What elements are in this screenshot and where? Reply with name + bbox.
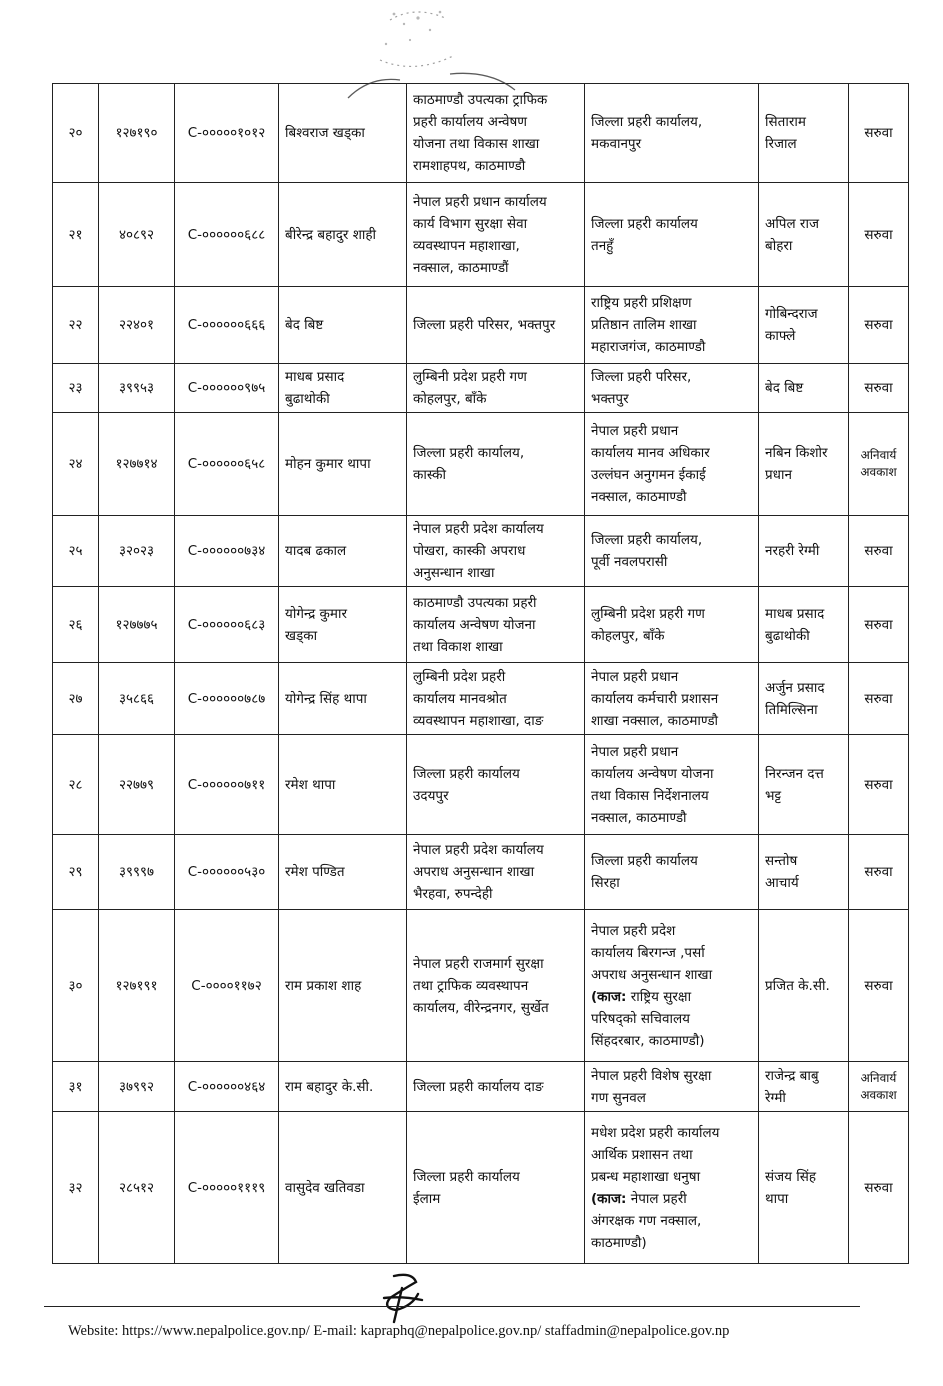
serial-number-cell: २३ <box>53 364 99 413</box>
replacement-cell: माधब प्रसाद बुढाथोकी <box>759 587 849 663</box>
seal-stamp-top <box>360 0 470 80</box>
employee-code-cell: C-००००००६६६ <box>175 287 279 364</box>
police-id-cell: १२७१९० <box>99 84 175 183</box>
current-office-cell: नेपाल प्रहरी राजमार्ग सुरक्षा तथा ट्राफिक व्यवस्थापन कार्यालय, वीरेन्द्रनगर, सुर्खेत <box>407 910 585 1062</box>
personnel-table <box>52 83 909 1264</box>
new-office-cell: नेपाल प्रहरी प्रधान कार्यालय अन्वेषण योजना तथा विकास निर्देशनालय नक्साल, काठमाण्डौ <box>585 735 759 835</box>
table-row <box>53 183 909 287</box>
replacement-cell: अपिल राज बोहरा <box>759 183 849 287</box>
replacement-cell: बेद बिष्ट <box>759 364 849 413</box>
police-id-cell: १२७१९१ <box>99 910 175 1062</box>
name-cell: बेद बिष्ट <box>279 287 407 364</box>
table-row <box>53 735 909 835</box>
table-row <box>53 516 909 587</box>
police-id-cell: ३९९५३ <box>99 364 175 413</box>
replacement-cell: सन्तोष आचार्य <box>759 835 849 910</box>
replacement-cell: संजय सिंह थापा <box>759 1112 849 1264</box>
serial-number-cell: २७ <box>53 663 99 735</box>
serial-number-cell: २६ <box>53 587 99 663</box>
new-office-cell: नेपाल प्रहरी विशेष सुरक्षा गण सुनवल <box>585 1062 759 1112</box>
name-cell: बीरेन्द्र बहादुर शाही <box>279 183 407 287</box>
action-cell: सरुवा <box>849 516 909 587</box>
footer-contact: Website: https://www.nepalpolice.gov.np/ E-mail: kapraphq@nepalpolice.gov.np/ staffadmin@nepalpolice.gov.np <box>68 1323 730 1339</box>
employee-code-cell: C-००००००६५८ <box>175 413 279 516</box>
current-office-cell: जिल्ला प्रहरी परिसर, भक्तपुर <box>407 287 585 364</box>
signature <box>372 1268 432 1328</box>
name-cell: वासुदेव खतिवडा <box>279 1112 407 1264</box>
action-cell: सरुवा <box>849 587 909 663</box>
police-id-cell: ३७९९२ <box>99 1062 175 1112</box>
name-cell: माधब प्रसाद बुढाथोकी <box>279 364 407 413</box>
police-id-cell: १२७७७५ <box>99 587 175 663</box>
current-office-cell: नेपाल प्रहरी प्रधान कार्यालय कार्य विभाग सुरक्षा सेवा व्यवस्थापन महाशाखा, नक्साल, काठमाण्डौं <box>407 183 585 287</box>
table-row <box>53 910 909 1062</box>
serial-number-cell: ३० <box>53 910 99 1062</box>
action-cell: सरुवा <box>849 910 909 1062</box>
serial-number-cell: ३२ <box>53 1112 99 1264</box>
current-office-cell: जिल्ला प्रहरी कार्यालय उदयपुर <box>407 735 585 835</box>
current-office-cell: जिल्ला प्रहरी कार्यालय ईलाम <box>407 1112 585 1264</box>
current-office-cell: लुम्बिनी प्रदेश प्रहरी कार्यालय मानवश्रोत व्यवस्थापन महाशाखा, दाङ <box>407 663 585 735</box>
replacement-cell: अर्जुन प्रसाद तिमिल्सिना <box>759 663 849 735</box>
office-seal <box>330 70 530 140</box>
table-row <box>53 1112 909 1264</box>
replacement-cell: गोबिन्दराज काफ्ले <box>759 287 849 364</box>
current-office-cell: नेपाल प्रहरी प्रदेश कार्यालय पोखरा, कास्की अपराध अनुसन्धान शाखा <box>407 516 585 587</box>
police-id-cell: २२७७९ <box>99 735 175 835</box>
new-office-cell: नेपाल प्रहरी प्रदेश कार्यालय बिरगन्ज ,पर्सा अपराध अनुसन्धान शाखा (काज: राष्ट्रिय सुरक्षा परिषद्को सचिवालय सिंहदरबार, काठमाण्डौ) <box>585 910 759 1062</box>
new-office-cell: लुम्बिनी प्रदेश प्रहरी गण कोहलपुर, बाँके <box>585 587 759 663</box>
new-office-cell: जिल्ला प्रहरी कार्यालय, मकवानपुर <box>585 84 759 183</box>
action-cell: सरुवा <box>849 287 909 364</box>
employee-code-cell: C-००००००४६४ <box>175 1062 279 1112</box>
table-row <box>53 1062 909 1112</box>
name-cell: राम बहादुर के.सी. <box>279 1062 407 1112</box>
serial-number-cell: २४ <box>53 413 99 516</box>
employee-code-cell: C-००००११७२ <box>175 910 279 1062</box>
replacement-cell: सिताराम रिजाल <box>759 84 849 183</box>
action-cell: सरुवा <box>849 663 909 735</box>
replacement-cell: प्रजित के.सी. <box>759 910 849 1062</box>
new-office-cell: जिल्ला प्रहरी कार्यालय तनहुँ <box>585 183 759 287</box>
employee-code-cell: C-००००००५३० <box>175 835 279 910</box>
new-office-cell: जिल्ला प्रहरी परिसर, भक्तपुर <box>585 364 759 413</box>
current-office-cell: लुम्बिनी प्रदेश प्रहरी गण कोहलपुर, बाँके <box>407 364 585 413</box>
police-id-cell: ४०८९२ <box>99 183 175 287</box>
employee-code-cell: C-००००००७११ <box>175 735 279 835</box>
new-office-cell: मधेश प्रदेश प्रहरी कार्यालय आर्थिक प्रशासन तथा प्रबन्ध महाशाखा धनुषा (काज: नेपाल प्रहरी अंगरक्षक गण नक्साल, काठमाण्डौ) <box>585 1112 759 1264</box>
current-office-cell: नेपाल प्रहरी प्रदेश कार्यालय अपराध अनुसन्धान शाखा भैरहवा, रुपन्देही <box>407 835 585 910</box>
employee-code-cell: C-०००००१०१२ <box>175 84 279 183</box>
new-office-cell: जिल्ला प्रहरी कार्यालय, पूर्वी नवलपरासी <box>585 516 759 587</box>
name-cell: यादब ढकाल <box>279 516 407 587</box>
police-id-cell: २८५१२ <box>99 1112 175 1264</box>
current-office-cell: जिल्ला प्रहरी कार्यालय दाङ <box>407 1062 585 1112</box>
employee-code-cell: C-००००००९७५ <box>175 364 279 413</box>
action-cell: सरुवा <box>849 1112 909 1264</box>
serial-number-cell: २० <box>53 84 99 183</box>
table-row <box>53 587 909 663</box>
employee-code-cell: C-००००००६८३ <box>175 587 279 663</box>
action-cell: सरुवा <box>849 364 909 413</box>
new-office-cell: राष्ट्रिय प्रहरी प्रशिक्षण प्रतिष्ठान तालिम शाखा महाराजगंज, काठमाण्डौ <box>585 287 759 364</box>
action-cell: अनिवार्य अवकाश <box>849 1062 909 1112</box>
replacement-cell: नबिन किशोर प्रधान <box>759 413 849 516</box>
serial-number-cell: २२ <box>53 287 99 364</box>
current-office-cell: काठमाण्डौ उपत्यका प्रहरी कार्यालय अन्वेषण योजना तथा विकाश शाखा <box>407 587 585 663</box>
current-office-cell: काठमाण्डौ उपत्यका ट्राफिक प्रहरी कार्यालय अन्वेषण योजना तथा विकास शाखा रामशाहपथ, काठमाण्डौ <box>407 84 585 183</box>
name-cell: योगेन्द्र कुमार खड्का <box>279 587 407 663</box>
police-id-cell: ३९९९७ <box>99 835 175 910</box>
replacement-cell: नरहरी रेग्मी <box>759 516 849 587</box>
footer-rule <box>44 1306 860 1307</box>
police-id-cell: ३२०२३ <box>99 516 175 587</box>
employee-code-cell: C-००००००७८७ <box>175 663 279 735</box>
serial-number-cell: २९ <box>53 835 99 910</box>
serial-number-cell: ३१ <box>53 1062 99 1112</box>
employee-code-cell: C-००००००६८८ <box>175 183 279 287</box>
name-cell: बिश्वराज खड्का <box>279 84 407 183</box>
police-id-cell: ३५८६६ <box>99 663 175 735</box>
name-cell: योगेन्द्र सिंह थापा <box>279 663 407 735</box>
employee-code-cell: C-०००००१११९ <box>175 1112 279 1264</box>
table-row <box>53 835 909 910</box>
new-office-cell: जिल्ला प्रहरी कार्यालय सिरहा <box>585 835 759 910</box>
action-cell: अनिवार्य अवकाश <box>849 413 909 516</box>
action-cell: सरुवा <box>849 835 909 910</box>
table-row <box>53 413 909 516</box>
replacement-cell: राजेन्द्र बाबु रेग्मी <box>759 1062 849 1112</box>
table-row <box>53 287 909 364</box>
serial-number-cell: २५ <box>53 516 99 587</box>
name-cell: राम प्रकाश शाह <box>279 910 407 1062</box>
replacement-cell: निरन्जन दत्त भट्ट <box>759 735 849 835</box>
table-row <box>53 663 909 735</box>
name-cell: मोहन कुमार थापा <box>279 413 407 516</box>
current-office-cell: जिल्ला प्रहरी कार्यालय, कास्की <box>407 413 585 516</box>
new-office-cell: नेपाल प्रहरी प्रधान कार्यालय कर्मचारी प्रशासन शाखा नक्साल, काठमाण्डौ <box>585 663 759 735</box>
action-cell: सरुवा <box>849 84 909 183</box>
employee-code-cell: C-००००००७३४ <box>175 516 279 587</box>
police-id-cell: २२४०१ <box>99 287 175 364</box>
serial-number-cell: २१ <box>53 183 99 287</box>
table-row <box>53 364 909 413</box>
new-office-cell: नेपाल प्रहरी प्रधान कार्यालय मानव अधिकार उल्लंघन अनुगमन ईकाई नक्साल, काठमाण्डौ <box>585 413 759 516</box>
action-cell: सरुवा <box>849 183 909 287</box>
police-id-cell: १२७७१४ <box>99 413 175 516</box>
name-cell: रमेश थापा <box>279 735 407 835</box>
action-cell: सरुवा <box>849 735 909 835</box>
name-cell: रमेश पण्डित <box>279 835 407 910</box>
serial-number-cell: २८ <box>53 735 99 835</box>
